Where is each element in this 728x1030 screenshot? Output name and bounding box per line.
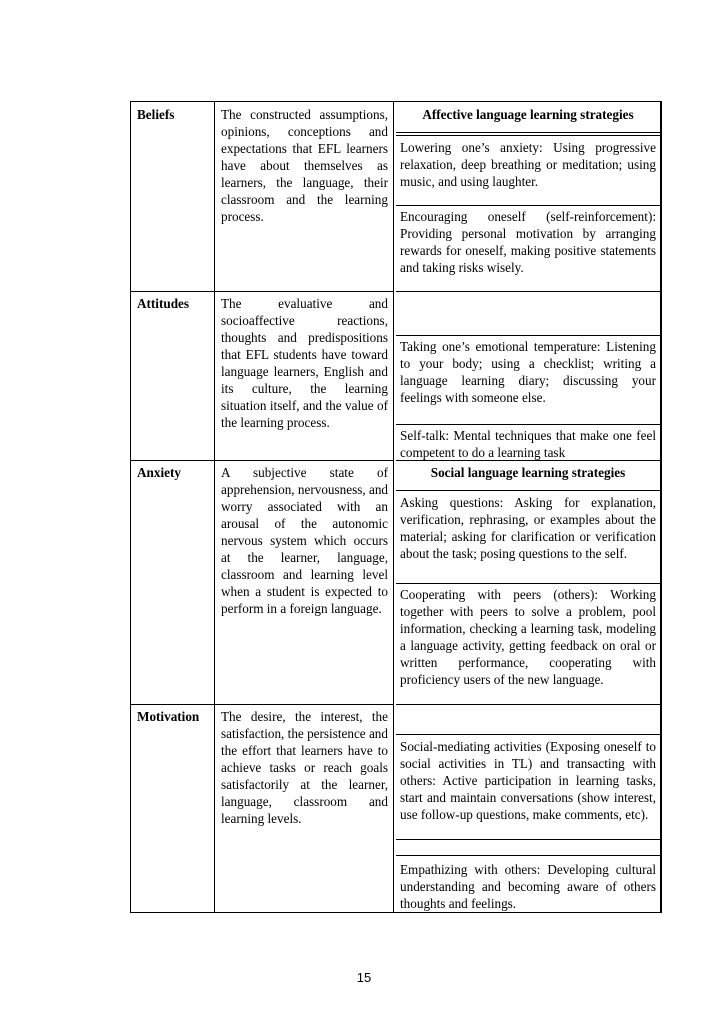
row-label-attitudes: Attitudes xyxy=(137,296,190,311)
page-number: 15 xyxy=(356,970,372,985)
row-label-motivation: Motivation xyxy=(137,709,200,724)
social-strategies-header: Social language learning strategies xyxy=(430,465,626,480)
right-line-8 xyxy=(396,490,662,491)
right-line-1 xyxy=(396,132,662,133)
definition-beliefs: The constructed assumptions, opinions, conceptions and expectations that EFL learners have about themselves as learners, the language, their classroom and the learning process. xyxy=(221,107,388,224)
definition-attitudes: The evaluative and socioaffective reactions, thoughts and predispositions that EFL students have toward language learners, English and its culture, the learning situation itself, and the value of the learning process. xyxy=(221,296,388,430)
strategy-encouraging-oneself: Encouraging oneself (self-reinforcement): Providing personal motivation by arranging rewards for oneself, making positive statements and taking risks wisely. xyxy=(400,209,656,275)
row-divider-attitudes xyxy=(130,291,394,292)
column-divider-1 xyxy=(214,101,215,913)
column-divider-2 xyxy=(393,101,394,913)
right-line-10 xyxy=(396,704,662,705)
strategy-social-mediating: Social-mediating activities (Exposing oneself to social activities in TL) and transacting with others: Active participation in learning tasks, start and maintain conversations (show interest, use follow-up questions, make comments, etc). xyxy=(400,739,656,822)
right-line-3 xyxy=(396,205,662,206)
right-line-9 xyxy=(396,583,662,584)
row-divider-anxiety xyxy=(130,460,394,461)
definition-motivation: The desire, the interest, the satisfaction, the persistence and the effort that learners have to achieve tasks or reach goals satisfactorily at the learner, language, classroom and learning levels. xyxy=(221,709,388,826)
strategy-self-talk: Self-talk: Mental techniques that make one feel competent to do a learning task xyxy=(400,428,656,460)
right-line-5 xyxy=(396,335,662,336)
row-label-anxiety: Anxiety xyxy=(137,465,181,480)
right-line-12 xyxy=(396,839,662,840)
right-line-6 xyxy=(396,424,662,425)
strategy-asking-questions: Asking questions: Asking for explanation, verification, rephrasing, or examples about the material; asking for clarification or verification about the task; posing questions to the self. xyxy=(400,495,656,561)
affective-strategies-header: Affective language learning strategies xyxy=(422,107,634,122)
strategy-lowering-anxiety: Lowering one’s anxiety: Using progressive relaxation, deep breathing or meditation; using music, and using laughter. xyxy=(400,140,656,189)
right-line-2 xyxy=(396,135,662,136)
strategy-empathizing: Empathizing with others: Developing cultural understanding and becoming aware of others thoughts and feelings. xyxy=(400,862,656,911)
definition-anxiety: A subjective state of apprehension, nervousness, and worry associated with an arousal of the autonomic nervous system which occurs at the learner, language, classroom and learning level when a student is expected to perform in a foreign language. xyxy=(221,465,389,616)
strategy-cooperating-peers: Cooperating with peers (others): Working together with peers to solve a problem, pool information, checking a learning task, modeling a language activity, getting feedback on oral or written performance, cooperating with proficiency users of the new language. xyxy=(400,587,656,687)
right-line-4 xyxy=(396,291,662,292)
row-label-beliefs: Beliefs xyxy=(137,107,175,122)
right-column-right-border xyxy=(660,101,662,913)
right-line-13 xyxy=(396,855,662,856)
right-line-11 xyxy=(396,734,662,735)
row-divider-motivation xyxy=(130,704,394,705)
strategy-emotional-temperature: Taking one’s emotional temperature: Listening to your body; using a checklist; writing a language learning diary; discussing your feelings with someone else. xyxy=(400,339,656,405)
